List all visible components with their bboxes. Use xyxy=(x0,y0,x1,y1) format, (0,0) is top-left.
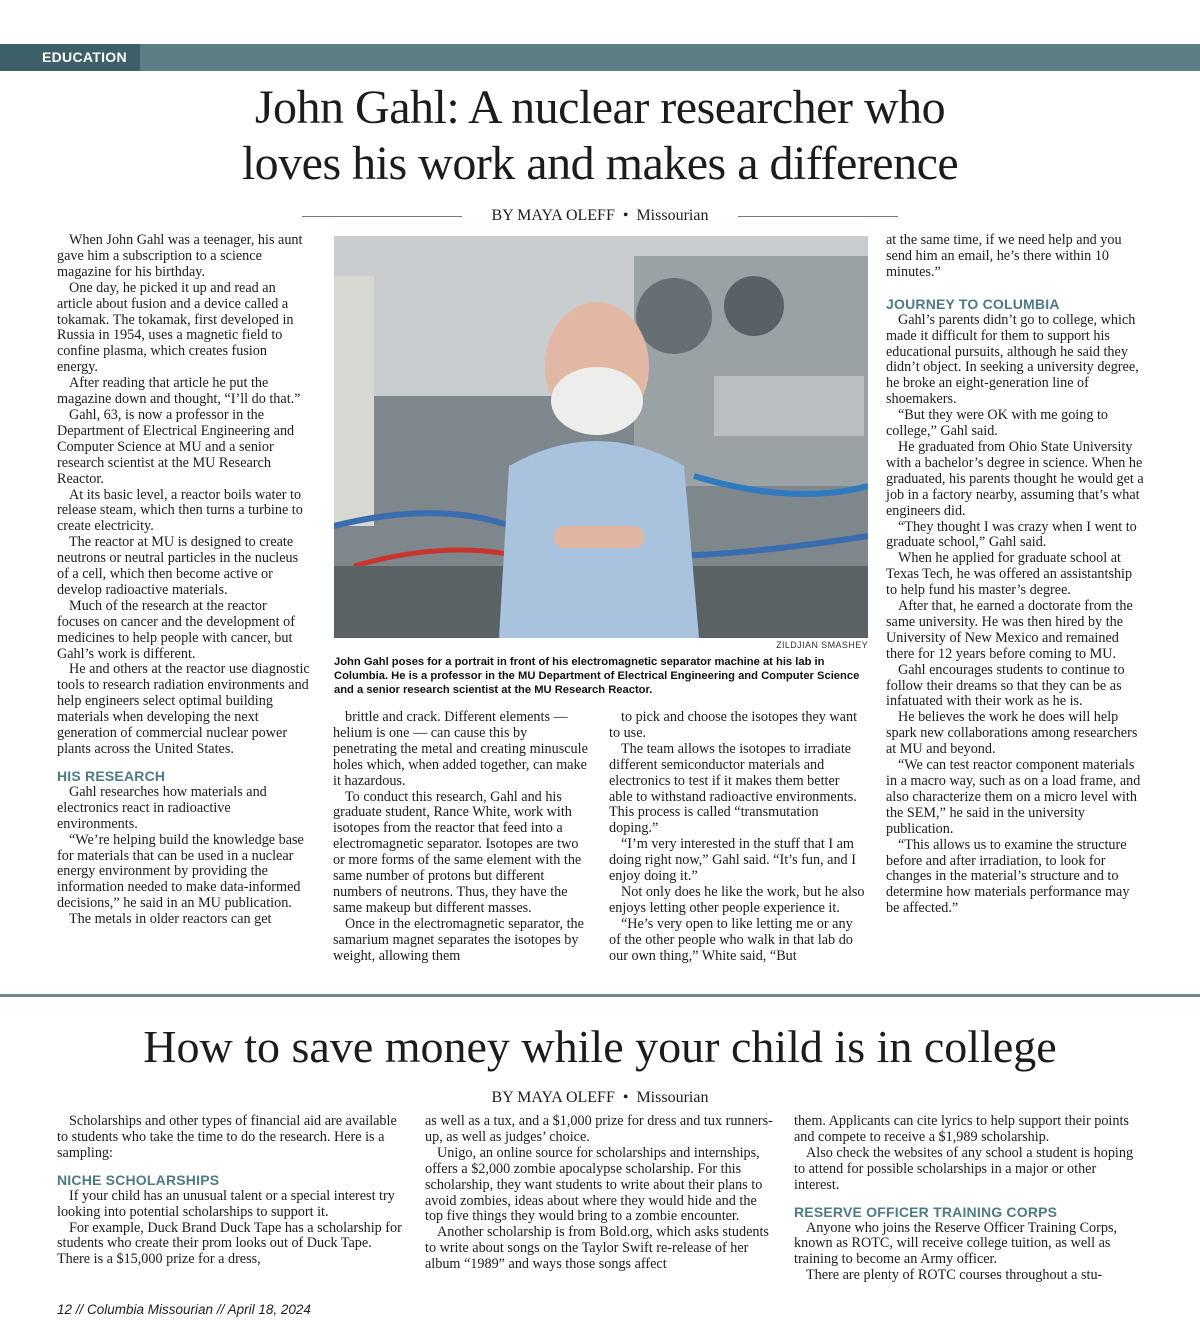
portrait-photo xyxy=(334,236,868,638)
article2-col1b-paragraphs xyxy=(57,1189,402,1269)
article1-col1b-paragraphs xyxy=(57,785,311,928)
paragraph: “We’re helping build the knowledge base for materials that can be used in a nuclear energy environment by providing the information needed to make data-informed decisions,” he said in an MU publication. xyxy=(57,831,304,912)
article2-column-3 xyxy=(794,1114,1144,1284)
paragraph: Gahl’s parents didn’t go to college, which made it difficult for them to support his educational pursuits, although he said they didn’t object. In seeking a university degree, he broke an eight-generation line of shoemakers. xyxy=(886,311,1139,408)
lab-photo-illustration xyxy=(334,236,868,638)
paragraph: Once in the electromagnetic separator, the samarium magnet separates the isotopes by weight, allowing them xyxy=(333,915,584,964)
paragraph: brittle and crack. Different elements — helium is one — can cause this by penetrating the metal and creating minuscule holes which, when added together, can make it hazardous. xyxy=(333,709,588,789)
subhead-rotc: RESERVE OFFICER TRAINING CORPS xyxy=(794,1203,1058,1220)
subhead-niche-scholarships: NICHE SCHOLARSHIPS xyxy=(57,1171,220,1188)
paragraph: Gahl, 63, is now a professor in the Department of Electrical Engineering and Computer Science at MU and a senior research scientist at the MU Research Reactor. xyxy=(57,406,295,487)
paragraph: “We can test reactor component materials in a macro way, such as on a load frame, and also characterize them on a micro level with the SEM,” he said in the university publication. xyxy=(886,757,1141,837)
byline-rule-right xyxy=(738,216,898,217)
paragraph: Much of the research at the reactor focuses on cancer and the development of medicines to help people with cancer, but Gahl’s work is different. xyxy=(57,597,295,662)
article2-col2-paragraphs xyxy=(425,1114,773,1273)
paragraph: them. Applicants can cite lyrics to help support their points and compete to receive a $1,989 scholarship. xyxy=(794,1113,1129,1145)
paragraph: When John Gahl was a teenager, his aunt gave him a subscription to a science magazine for his birthday. xyxy=(57,232,303,280)
article1-byline xyxy=(0,206,1200,226)
byline-bullet: • xyxy=(622,1089,629,1106)
paragraph: After that, he earned a doctorate from the same university. He was then hired by the University of New Mexico and remained there for 12 years before coming to MU. xyxy=(886,598,1133,662)
article-divider xyxy=(0,994,1200,997)
article1-column-2 xyxy=(333,710,591,965)
article1-headline xyxy=(0,80,1200,192)
headline-line-1: John Gahl: A nuclear researcher who xyxy=(254,81,946,134)
paragraph: He graduated from Ohio State University with a bachelor’s degree in science. When he graduated, his parents thought he would get a job in a factory nearby, assuming that’s what engineers did. xyxy=(886,438,1144,519)
article2-column-2 xyxy=(425,1114,773,1273)
paragraph: To conduct this research, Gahl and his graduate student, Rance White, work with isotopes from the reactor that feed into a electromagnetic separator. Isotopes are two or more forms of the same element with the same number of protons but different numbers of neutrons. Thus, they have the same makeup but different masses. xyxy=(333,788,582,916)
paragraph: There are plenty of ROTC courses throughout a stu- xyxy=(806,1267,1103,1284)
byline-rule-left xyxy=(302,216,462,217)
paragraph: “He’s very open to like letting me or any of the other people who walk in that lab do our own thing,” White said, “But xyxy=(609,915,853,964)
section-label: EDUCATION xyxy=(0,44,140,71)
paragraph: If your child has an unusual talent or a special interest try looking into potential scholarships to support it. xyxy=(57,1187,395,1220)
paragraph: The metals in older reactors can get xyxy=(69,911,272,928)
page-footer: 12 // Columbia Missourian // April 18, 2024 xyxy=(57,1302,311,1317)
paragraph: “But they were OK with me going to college,” Gahl said. xyxy=(886,407,1109,440)
paragraph: At its basic level, a reactor boils water to release steam, which then turns a turbine to create electricity. xyxy=(57,486,303,535)
paragraph: at the same time, if we need help and you send him an email, he’s there within 10 minutes.” xyxy=(886,232,1122,280)
paragraph: The team allows the isotopes to irradiate different semiconductor materials and electronics to test if it makes them better able to withstand radioactive environments. This process is called “transmutation doping.” xyxy=(609,740,857,837)
paragraph: Not only does he like the work, but he also enjoys letting other people experience it. xyxy=(609,883,865,916)
article1-col4b-paragraphs xyxy=(886,313,1146,917)
article2-headline: How to save money while your child is in college xyxy=(143,1021,1057,1072)
paragraph: Also check the websites of any school a student is hoping to attend for possible scholarships in a major or other interest. xyxy=(794,1144,1134,1193)
headline-line-2: loves his work and makes a difference xyxy=(241,137,959,190)
paragraph: Scholarships and other types of financial aid are available to students who take the time to do the research. Here is a sampling: xyxy=(57,1113,397,1161)
paragraph: “They thought I was crazy when I went to graduate school,” Gahl said. xyxy=(886,518,1137,551)
byline-outlet: Missourian xyxy=(636,207,709,224)
article2-column-1 xyxy=(57,1114,402,1268)
article2-col1a-paragraphs xyxy=(57,1114,402,1162)
section-bar xyxy=(0,44,1200,71)
article1-col2-paragraphs xyxy=(333,710,591,965)
article1-col3-paragraphs xyxy=(609,710,865,965)
paragraph: After reading that article he put the magazine down and thought, “I’ll do that.” xyxy=(57,375,301,408)
byline-outlet: Missourian xyxy=(636,1089,709,1106)
article1-col1-paragraphs xyxy=(57,233,311,758)
paragraph: Unigo, an online source for scholarships and internships, offers a $2,000 zombie apocalypse scholarship. For this scholarship, they want students to write about their plans to avoid zombies, ideas about where they would hide and the top five things they would bring to a zombie encounter. xyxy=(425,1144,763,1225)
paragraph: He believes the work he does will help spark new collaborations among researchers at MU and beyond. xyxy=(886,709,1138,758)
byline-bullet: • xyxy=(622,207,629,224)
paragraph: The reactor at MU is designed to create neutrons or neutral particles in the nucleus of a cell, which then become active or develop radioactive materials. xyxy=(57,534,299,598)
paragraph: When he applied for graduate school at Texas Tech, he was offered an assistantship to help fund his master’s degree. xyxy=(886,550,1133,599)
photo-caption: John Gahl poses for a portrait in front of his electromagnetic separator machine at his lab in Columbia. He is a professor in the MU Department of Electrical Engineering and Computer Science and a senior research scientist at the MU Research Reactor. xyxy=(334,656,860,696)
byline-author: BY MAYA OLEFF xyxy=(491,207,615,224)
article1-column-4 xyxy=(886,233,1146,917)
article1-col4a-paragraphs xyxy=(886,233,1146,281)
article2-col3b-paragraphs xyxy=(794,1221,1144,1285)
paragraph: to pick and choose the isotopes they want to use. xyxy=(609,709,858,741)
paragraph: For example, Duck Brand Duck Tape has a scholarship for students who create their prom looks out of Duck Tape. There is a $15,000 prize for a dress, xyxy=(57,1219,402,1268)
paragraph: Another scholarship is from Bold.org, which asks students to write about songs on the Taylor Swift re-release of her album “1989” and ways those songs affect xyxy=(425,1224,769,1273)
photo-credit: ZILDJIAN SMASHEY xyxy=(776,640,868,650)
subhead-journey-to-columbia: JOURNEY TO COLUMBIA xyxy=(886,295,1060,312)
article1-column-1 xyxy=(57,233,311,928)
paragraph: Gahl researches how materials and electronics react in radioactive environments. xyxy=(57,783,267,832)
article2-byline xyxy=(0,1088,1200,1108)
paragraph: Anyone who joins the Reserve Officer Training Corps, known as ROTC, will receive college tuition, as well as training to become an Army officer. xyxy=(794,1219,1118,1268)
paragraph: as well as a tux, and a $1,000 prize for dress and tux runners-up, as well as judges’ choice. xyxy=(425,1113,773,1145)
byline-author: BY MAYA OLEFF xyxy=(491,1089,615,1106)
paragraph: “I’m very interested in the stuff that I am doing right now,” Gahl said. “It’s fun, and I enjoy doing it.” xyxy=(609,836,856,885)
article2-col3a-paragraphs xyxy=(794,1114,1144,1194)
article1-column-3 xyxy=(609,710,865,965)
subhead-his-research: HIS RESEARCH xyxy=(57,767,166,784)
paragraph: He and others at the reactor use diagnostic tools to research radiation environments and help engineers select optimal building materials when developing the next generation of commercial nuclear power plants across the United States. xyxy=(57,661,310,757)
paragraph: “This allows us to examine the structure before and after irradiation, to look for changes in the material’s structure and to determine how materials performance may be affected.” xyxy=(886,836,1130,917)
paragraph: One day, he picked it up and read an article about fusion and a device called a tokamak. The tokamak, first developed in Russia in 1954, uses a magnetic field to confine plasma, which creates fusion energy. xyxy=(57,279,294,376)
paragraph: Gahl encourages students to continue to follow their dreams so that they can be as infatuated with their work as he is. xyxy=(886,661,1125,710)
